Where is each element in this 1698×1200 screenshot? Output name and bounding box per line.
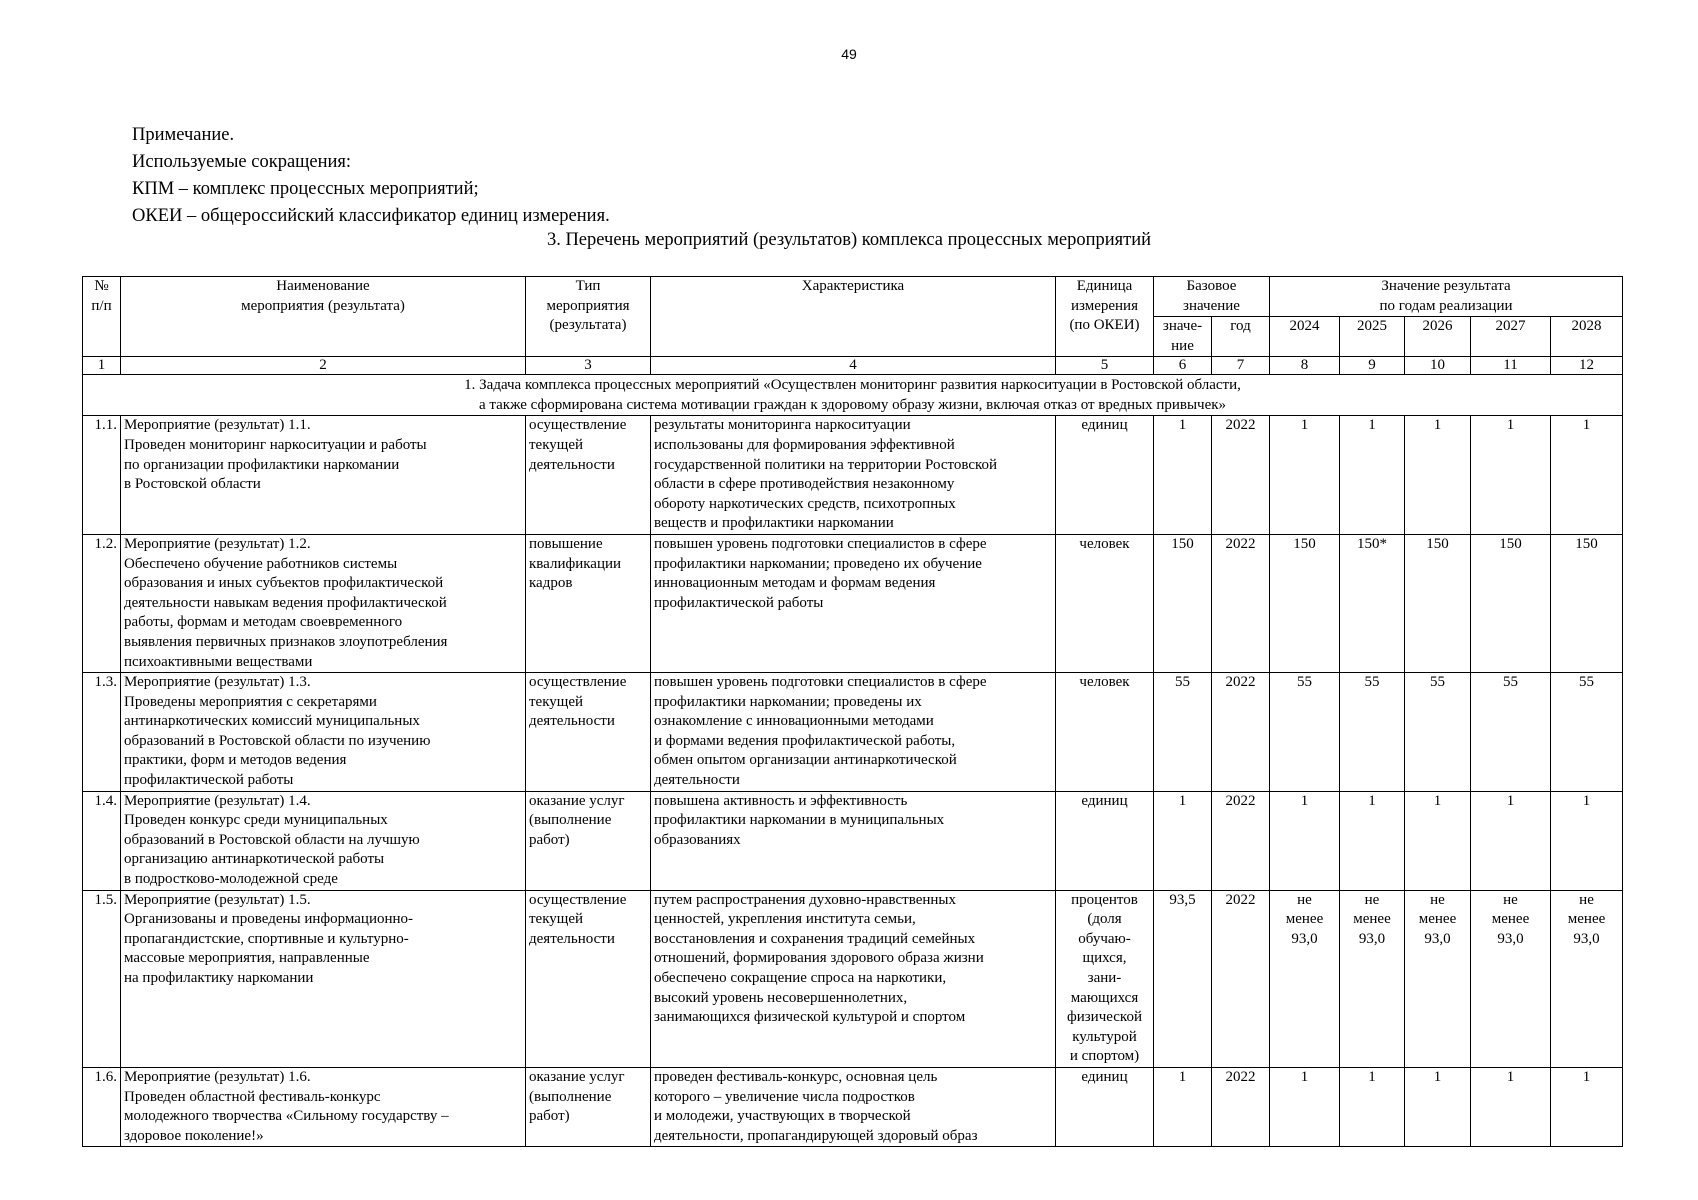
row-characteristic: повышен уровень подготовки специалистов в сфере профилактики наркомании; проведены их ознакомление с инновационными методами и формами ведения профилактической работы, обмен опытом организации антинаркотической деятельности [651,673,1056,792]
row-name: Мероприятие (результат) 1.4. Проведен конкурс среди муниципальных образований в Ростовской области на лучшую организацию антинаркотической работы в подростково-молодежной среде [121,791,526,890]
row-year-value: 1 [1340,1067,1405,1146]
row-number: 1.6. [83,1067,121,1146]
column-number: 3 [526,357,651,375]
row-characteristic: проведен фестиваль-конкурс, основная цель которого – увеличение числа подростков и молодежи, участвующих в творческой деятельности, пропагандирующей здоровый образ [651,1067,1056,1146]
table-row [83,890,1623,1067]
row-name: Мероприятие (результат) 1.3. Проведены мероприятия с секретарями антинаркотических комиссий муниципальных образований в Ростовской области по изучению практики, форм и методов ведения профилактической работы [121,673,526,792]
note-line: КПМ – комплекс процессных мероприятий; [132,179,479,199]
header-num: № п/п [83,277,121,357]
row-number: 1.2. [83,534,121,672]
row-unit: единиц [1056,416,1154,535]
row-year-value: не менее 93,0 [1471,890,1551,1067]
row-year-value: 1 [1405,416,1471,535]
table-row [83,673,1623,792]
row-number: 1.4. [83,791,121,890]
row-base-value: 93,5 [1154,890,1212,1067]
row-name: Мероприятие (результат) 1.1. Проведен мониторинг наркоситуации и работы по организации профилактики наркомании в Ростовской области [121,416,526,535]
row-year-value: 1 [1471,1067,1551,1146]
row-year-value: не менее 93,0 [1405,890,1471,1067]
header-base: Базовое значение [1154,277,1270,317]
note-line: Используемые сокращения: [132,152,352,172]
row-year-value: 1 [1405,791,1471,890]
row-year-value: 1 [1405,1067,1471,1146]
row-type: оказание услуг (выполнение работ) [526,1067,651,1146]
row-name: Мероприятие (результат) 1.5. Организованы и проведены информационно- пропагандистские, спортивные и культурно- массовые мероприятия, направленные на профилактику наркомании [121,890,526,1067]
row-number: 1.3. [83,673,121,792]
table-body [83,277,1623,1147]
row-unit: единиц [1056,791,1154,890]
row-type: осуществление текущей деятельности [526,890,651,1067]
header-base-year: год [1212,317,1270,357]
note-line: ОКЕИ – общероссийский классификатор единиц измерения. [132,206,610,226]
row-year-value: не менее 93,0 [1270,890,1340,1067]
row-year-value: 1 [1551,1067,1623,1146]
row-unit: человек [1056,534,1154,672]
row-year-value: 150 [1405,534,1471,672]
column-number: 10 [1405,357,1471,375]
row-year-value: 1 [1270,791,1340,890]
row-year-value: не менее 93,0 [1551,890,1623,1067]
row-year-value: 150 [1551,534,1623,672]
row-type: оказание услуг (выполнение работ) [526,791,651,890]
column-number: 11 [1471,357,1551,375]
header-result-values: Значение результата по годам реализации [1270,277,1623,317]
header-name: Наименование мероприятия (результата) [121,277,526,357]
notes-block [132,122,610,230]
row-name: Мероприятие (результат) 1.2. Обеспечено обучение работников системы образования и иных субъектов профилактической деятельности навыкам ведения профилактической работы, формам и методам своевременного выявления первичных признаков злоупотребления психоактивными веществами [121,534,526,672]
row-base-value: 1 [1154,1067,1212,1146]
measures-table [82,276,1623,1147]
row-characteristic: повышен уровень подготовки специалистов в сфере профилактики наркомании; проведено их обучение инновационным методам и формам ведения профилактической работы [651,534,1056,672]
row-characteristic: результаты мониторинга наркоситуации использованы для формирования эффективной государственной политики на территории Ростовской области в сфере противодействия незаконному обороту наркотических средств, психотропных веществ и профилактики наркомании [651,416,1056,535]
table-row [83,1067,1623,1146]
header-row [83,277,1623,317]
row-base-year: 2022 [1212,416,1270,535]
column-number: 1 [83,357,121,375]
row-year-value: 55 [1340,673,1405,792]
column-number: 7 [1212,357,1270,375]
header-year: 2028 [1551,317,1623,357]
header-year: 2026 [1405,317,1471,357]
row-type: осуществление текущей деятельности [526,673,651,792]
row-characteristic: путем распространения духовно-нравственных ценностей, укрепления института семьи, восстановления и сохранения традиций семейных отношений, формирования здорового образа жизни обеспечено сокращение спроса на наркотики, высокий уровень несовершеннолетних, занимающихся физической культурой и спортом [651,890,1056,1067]
row-year-value: 1 [1270,1067,1340,1146]
row-type: осуществление текущей деятельности [526,416,651,535]
row-year-value: 1 [1551,416,1623,535]
row-characteristic: повышена активность и эффективность профилактики наркомании в муниципальных образованиях [651,791,1056,890]
row-name: Мероприятие (результат) 1.6. Проведен областной фестиваль-конкурс молодежного творчества «Сильному государству – здоровое поколение!» [121,1067,526,1146]
row-base-value: 1 [1154,416,1212,535]
column-number: 6 [1154,357,1212,375]
column-number: 9 [1340,357,1405,375]
row-base-year: 2022 [1212,673,1270,792]
header-year: 2025 [1340,317,1405,357]
row-year-value: 1 [1270,416,1340,535]
row-year-value: 55 [1270,673,1340,792]
section-title: 3. Перечень мероприятий (результатов) комплекса процессных мероприятий [546,230,1152,250]
column-number: 8 [1270,357,1340,375]
page-number: 49 [841,46,857,62]
column-number: 12 [1551,357,1623,375]
header-characteristic: Характеристика [651,277,1056,357]
row-year-value: 1 [1340,416,1405,535]
header-unit: Единица измерения (по ОКЕИ) [1056,277,1154,357]
row-year-value: не менее 93,0 [1340,890,1405,1067]
column-number-row [83,357,1623,375]
row-base-year: 2022 [1212,890,1270,1067]
row-base-year: 2022 [1212,534,1270,672]
column-number: 5 [1056,357,1154,375]
table-row [83,791,1623,890]
row-year-value: 1 [1340,791,1405,890]
row-year-value: 55 [1551,673,1623,792]
column-number: 2 [121,357,526,375]
row-number: 1.5. [83,890,121,1067]
table-row [83,534,1623,672]
column-number: 4 [651,357,1056,375]
header-type: Тип мероприятия (результата) [526,277,651,357]
row-year-value: 1 [1551,791,1623,890]
row-year-value: 150* [1340,534,1405,672]
row-unit: человек [1056,673,1154,792]
note-line: Примечание. [132,125,235,145]
row-base-value: 150 [1154,534,1212,672]
header-year: 2027 [1471,317,1551,357]
task-cell: 1. Задача комплекса процессных мероприятий «Осуществлен мониторинг развития наркоситуации в Ростовской области, а также сформирована система мотивации граждан к здоровому образу жизни, включая отказ от вредных привычек» [83,375,1623,416]
table-row [83,416,1623,535]
row-unit: единиц [1056,1067,1154,1146]
row-year-value: 55 [1471,673,1551,792]
row-unit: процентов (доля обучаю- щихся, зани- мающихся физической культурой и спортом) [1056,890,1154,1067]
task-row [83,375,1623,416]
row-base-year: 2022 [1212,1067,1270,1146]
row-base-value: 1 [1154,791,1212,890]
header-year: 2024 [1270,317,1340,357]
row-year-value: 150 [1270,534,1340,672]
row-number: 1.1. [83,416,121,535]
row-type: повышение квалификации кадров [526,534,651,672]
row-year-value: 1 [1471,791,1551,890]
row-base-value: 55 [1154,673,1212,792]
row-year-value: 55 [1405,673,1471,792]
row-year-value: 1 [1471,416,1551,535]
header-base-value: значе- ние [1154,317,1212,357]
row-year-value: 150 [1471,534,1551,672]
row-base-year: 2022 [1212,791,1270,890]
